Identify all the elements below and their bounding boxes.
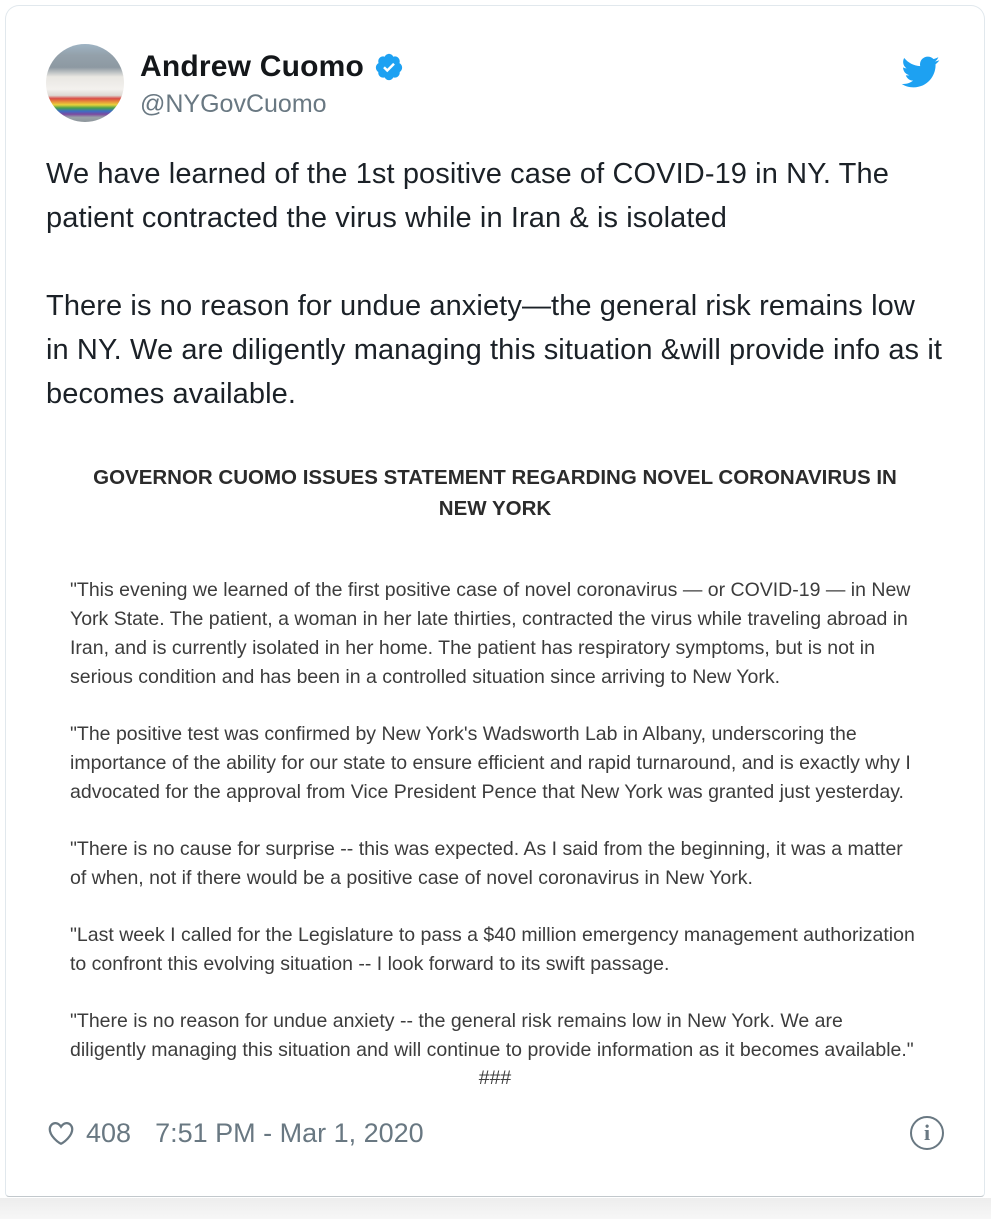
author-name-row (140, 50, 896, 84)
author-name[interactable]: Andrew Cuomo (140, 50, 365, 83)
statement-paragraph: "The positive test was confirmed by New York's Wadsworth Lab in Albany, underscoring the importance of the ability for our state to ensure efficient and rapid turnaround, and is exactly why I advocated for the approval from Vice President Pence that New York was granted just yesterday. (70, 723, 911, 803)
statement-paragraph: "This evening we learned of the first positive case of novel coronavirus — or COVID-19 — in New York State. The patient, a woman in her late thirties, contracted the virus while traveling abroad in Iran, and is currently isolated in her home. The patient has respiratory symptoms, but is not in serious condition and has been in a controlled situation since arriving to New York. (70, 579, 911, 688)
statement-paragraph: "Last week I called for the Legislature to pass a $40 million emergency management authorization to confront this evolving situation -- I look forward to its swift passage. (70, 924, 915, 975)
statement-title: GOVERNOR CUOMO ISSUES STATEMENT REGARDING NOVEL CORONAVIRUS IN NEW YORK (93, 466, 897, 520)
statement-paragraph: "There is no reason for undue anxiety -- the general risk remains low in New York. We are diligently managing this situation and will continue to provide information as it becomes available." (70, 1010, 914, 1061)
tweet-paragraph: We have learned of the 1st positive case of COVID-19 in NY. The patient contracted the virus while in Iran & is isolated (46, 158, 889, 234)
page-bottom-strip (0, 1198, 991, 1219)
twitter-bird-icon[interactable] (896, 52, 944, 92)
heart-outline-icon (46, 1118, 76, 1148)
tweet-text (46, 152, 944, 416)
info-circle-icon[interactable]: i (910, 1116, 944, 1150)
statement-body (70, 576, 920, 1065)
tweet-card (5, 5, 985, 1197)
author-handle[interactable]: @NYGovCuomo (140, 90, 327, 118)
verified-badge-icon (374, 52, 404, 82)
author-block (140, 44, 896, 119)
timestamp-link[interactable]: 7:51 PM - Mar 1, 2020 (155, 1117, 424, 1148)
tweet-header (46, 44, 944, 122)
like-button[interactable] (46, 1118, 131, 1149)
statement-image[interactable] (46, 452, 944, 1090)
tweet-footer (46, 1116, 944, 1150)
tweet-paragraph: There is no reason for undue anxiety—the general risk remains low in NY. We are diligently managing this situation &will provide info as it becomes available. (46, 290, 943, 410)
avatar[interactable] (46, 44, 124, 122)
statement-paragraph: "There is no cause for surprise -- this was expected. As I said from the beginning, it was a matter of when, not if there would be a positive case of novel coronavirus in New York. (70, 838, 903, 889)
like-count: 408 (86, 1117, 132, 1148)
statement-end-mark: ### (478, 1067, 512, 1089)
